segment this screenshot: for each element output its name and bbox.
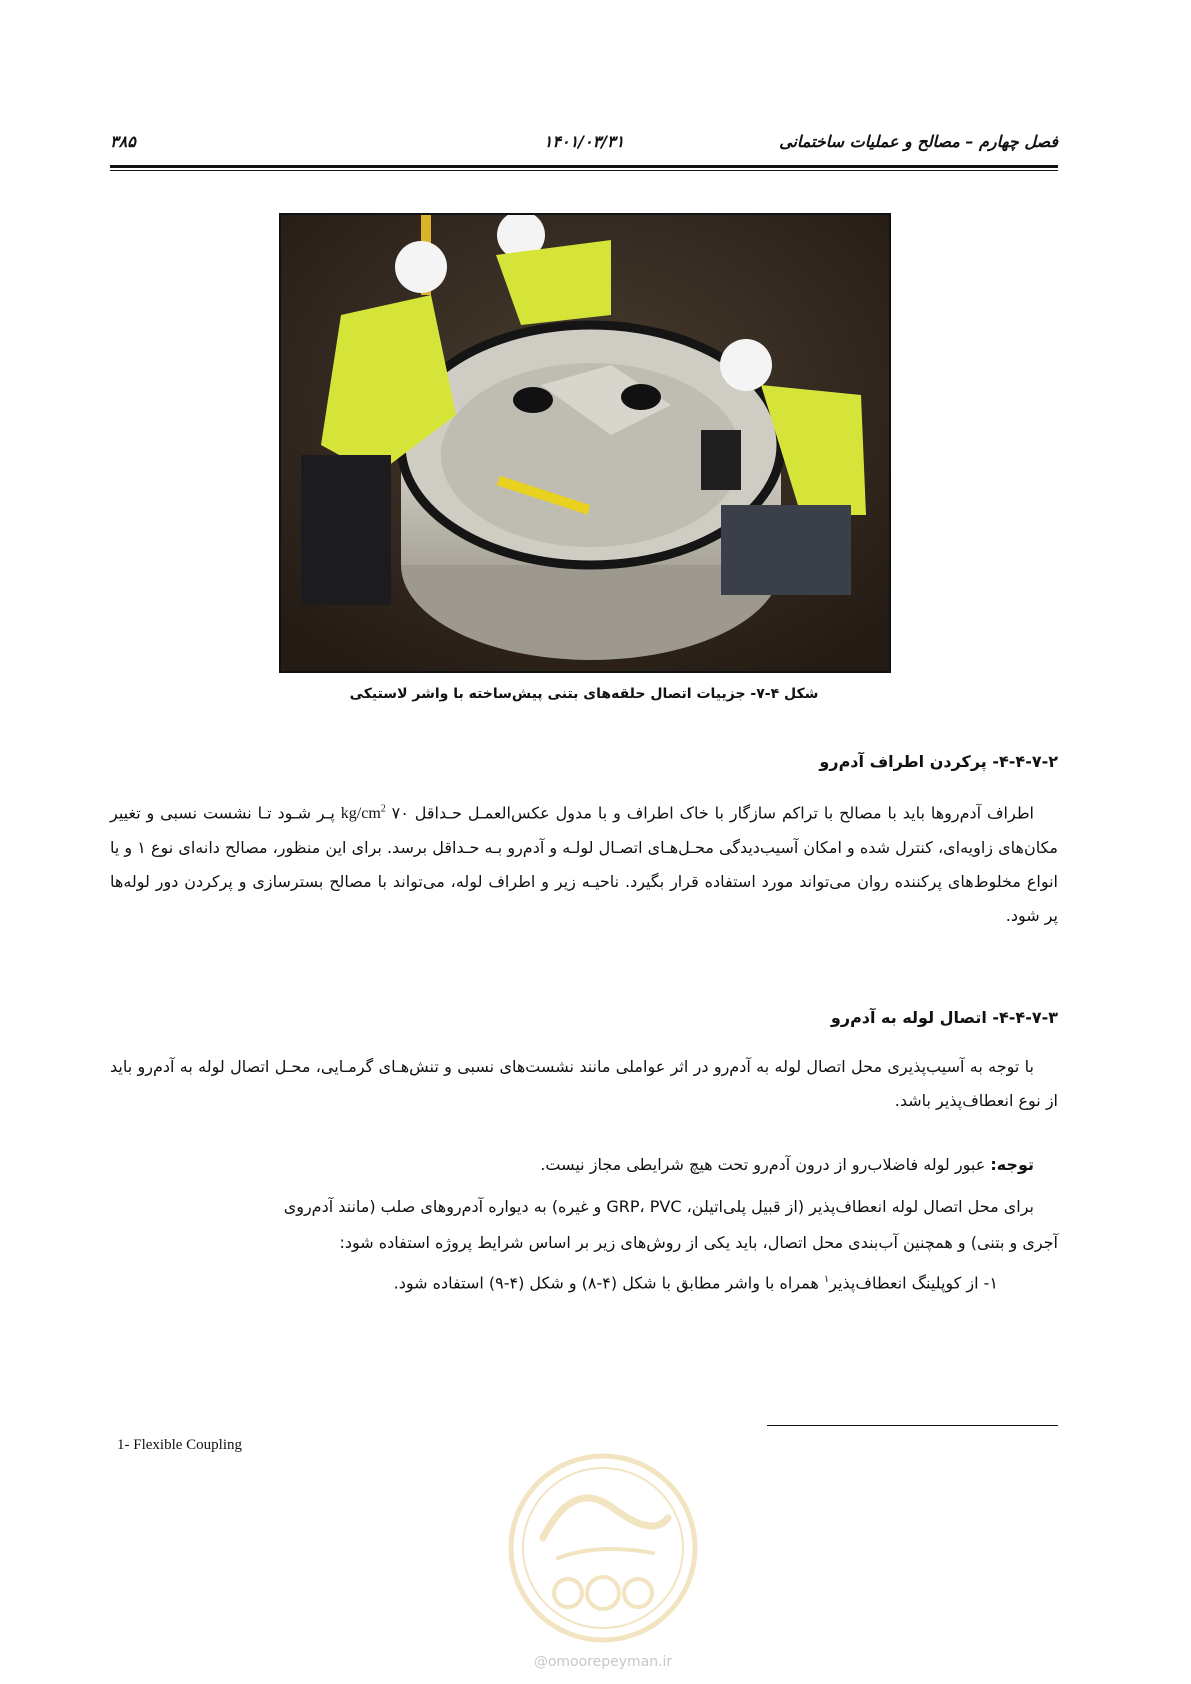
page-number: ۳۸۵ [110,132,136,151]
note-label: توجه: [990,1155,1034,1174]
section-heading-backfill: ۴-۴-۷-۲- پرکردن اطراف آدم‌رو [819,752,1058,771]
list-item-text-start: ۱- از کوپلینگ انعطاف‌پذیر [829,1273,998,1293]
watermark-logo-icon [503,1448,703,1648]
figure-caption: شکل ۴-۷- جزییات اتصال حلقه‌های بتنی پیش‌ساخته با واشر لاستیکی [349,686,819,702]
watermark-url: @omoorepeyman.ir [533,1654,673,1670]
header-date: ۱۴۰۱/۰۳/۳۱ [543,132,625,151]
footnote-ref: ۱ [823,1274,830,1285]
footnote: 1- Flexible Coupling [117,1437,242,1453]
methods-paragraph-line-1: برای محل اتصال لوله انعطاف‌پذیر (از قبیل پلی‌اتیلن، GRP، PVC و غیره) به دیواره آدم‌روهای صلب (مانند آدم‌روی [283,1197,1034,1216]
note-text: عبور لوله فاضلاب‌رو از درون آدم‌رو تحت هیچ شرایطی مجاز نیست. [540,1155,991,1174]
page-header [110,128,1058,168]
modulus-unit [341,805,386,822]
list-item-flexible-coupling [110,1263,1058,1300]
modulus-unit-exponent: 2 [380,804,386,815]
backfill-text-start: اطراف آدم‌روها باید با مصالح با تراکم سازگار با خاک اطراف و با مدول عکس‌العمـل حـداقل [408,803,1035,823]
footnote-rule [767,1425,1058,1426]
methods-paragraph-line-2: آجری و بتنی) و همچنین آب‌بندی محل اتصال، باید یکی از روش‌های زیر بر اساس شرایط پروژه استفاده شود: [339,1233,1058,1252]
backfill-text-end: ۷۰ پـر شـود تـا نشست نسبی و تغییر مکان‌های زاویه‌ای، کنترل شده و امکان آسیب‌دیدگی محـل‌هـای اتصـال لولـه و آدم‌رو بـه حـداقل برسد. برای این منظور، مصالح دانه‌ای نوع ۱ و یا انواع مخلوط‌های پرکننده روان می‌تواند مورد استفاده قرار بگیرد. ناحیـه زیر و اطراف لوله، می‌تواند با مصالح بسترسازی و پرکردن دور لوله‌ها پر شود. [110,803,1058,926]
note-paragraph [110,1148,1058,1182]
section-paragraph-backfill [110,793,1058,933]
modulus-unit-text: kg/cm [340,805,381,823]
header-rule-thin [110,170,1058,171]
section-paragraph-pipe-connection: با توجه به آسیب‌پذیری محل اتصال لوله به آدم‌رو در اثر عواملی مانند نشست‌های نسبی و تنش‌هـای گرمـایی، محـل اتصال لوله به آدم‌رو باید از نوع انعطاف‌پذیر باشد. [110,1057,1058,1110]
list-item-text-end: همراه با واشر مطابق با شکل (۴-۸) و شکل (۴-۹) استفاده شود. [393,1273,824,1293]
header-rule-thick [110,165,1058,168]
section-heading-pipe-connection: ۴-۴-۷-۳- اتصال لوله به آدم‌رو [830,1008,1058,1027]
manhole-photo-illustration [281,215,889,671]
chapter-title: فصل چهارم – مصالح و عملیات ساختمانی [779,132,1058,151]
manhole-photo [279,213,891,673]
